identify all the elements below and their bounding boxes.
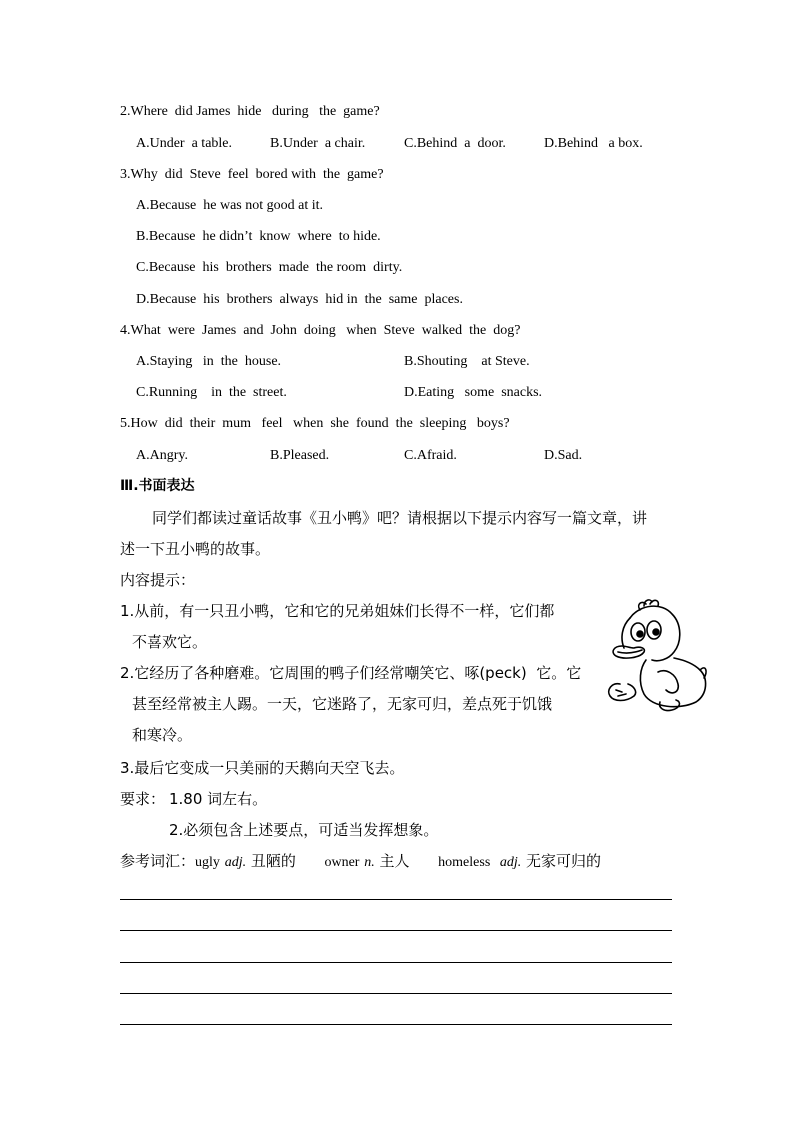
requirement-1: 1.80 词左右。 (169, 790, 268, 808)
question-4-option-c: C.Running in the street. (136, 385, 287, 400)
duck-left-toes (616, 690, 626, 696)
answer-line-4[interactable] (120, 993, 672, 994)
point-1-line-2: 不喜欢它。 (132, 633, 208, 651)
answer-line-1[interactable] (120, 899, 672, 900)
question-5-stem: 5.How did their mum feel when she found the sleeping boys? (120, 416, 510, 431)
requirement-2: 2.必须包含上述要点，可适当发挥想象。 (169, 821, 439, 839)
question-3-option-b: B.Because he didn’t know where to hide. (136, 229, 381, 244)
question-3-stem: 3.Why did Steve feel bored with the game? (120, 167, 384, 182)
question-2-option-a: A.Under a table. (136, 136, 233, 151)
vocab-word-homeless: homeless (438, 855, 491, 870)
point-1-line-1: 1.从前，有一只丑小鸭，它和它的兄弟姐妹们长得不一样，它们都 (120, 602, 555, 620)
vocab-word-ugly: ugly (195, 855, 220, 870)
requirement-label: 要求： (120, 790, 166, 808)
question-3-option-d: D.Because his brothers always hid in the same places. (136, 292, 463, 307)
question-2-stem: 2.Where did James hide during the game? (120, 104, 380, 119)
question-4-stem: 4.What were James and John doing when Steve walked the dog? (120, 323, 521, 338)
hint-label: 内容提示： (120, 571, 196, 589)
point-2-line-1: 2.它经历了各种磨难。它周围的鸭子们经常嘲笑它、啄(peck) 它。它 (120, 664, 582, 682)
point-2-line-3: 和寒冷。 (132, 726, 193, 744)
duck-wing (658, 671, 678, 693)
duck-beak-line (618, 650, 642, 653)
vocab-pos-ugly: adj. (224, 855, 247, 870)
point-3: 3.最后它变成一只美丽的天鹅向天空飞去。 (120, 759, 405, 777)
question-3-option-a: A.Because he was not good at it. (136, 198, 324, 213)
question-5-option-b: B.Pleased. (270, 448, 330, 463)
point-2-line-2: 甚至经常被主人踢。一天，它迷路了，无家可归，差点死于饥饿 (132, 695, 553, 713)
duck-right-pupil (653, 629, 659, 635)
vocab-meaning-owner: 主人 (379, 852, 410, 870)
question-5-option-d: D.Sad. (544, 448, 583, 463)
question-3-option-c: C.Because his brothers made the room dirty. (136, 260, 403, 275)
section-heading: Ⅲ.书面表达 (120, 478, 195, 494)
vocab-meaning-homeless: 无家可归的 (526, 852, 602, 870)
question-4-option-d: D.Eating some snacks. (404, 385, 543, 400)
answer-line-5[interactable] (120, 1024, 672, 1025)
duck-body (640, 658, 705, 707)
vocab-meaning-ugly: 丑陋的 (250, 852, 296, 870)
duck-left-pupil (637, 631, 643, 637)
question-5-option-a: A.Angry. (136, 448, 188, 463)
vocab-word-owner: owner (324, 855, 360, 870)
question-4-option-b: B.Shouting at Steve. (404, 354, 530, 369)
question-4-option-a: A.Staying in the house. (136, 354, 282, 369)
question-2-option-c: C.Behind a door. (404, 136, 506, 151)
vocab-pos-owner: n. (364, 855, 375, 870)
question-5-option-c: C.Afraid. (404, 448, 457, 463)
duckling-illustration (600, 598, 710, 714)
vocab-line (120, 852, 601, 872)
answer-line-2[interactable] (120, 930, 672, 931)
question-2-option-d: D.Behind a box. (544, 136, 643, 151)
answer-line-3[interactable] (120, 962, 672, 963)
duck-head-left (622, 618, 630, 648)
intro-line-1: 同学们都读过童话故事《丑小鸭》吧？请根据以下提示内容写一篇文章，讲 (152, 509, 648, 527)
vocab-pos-homeless: adj. (499, 855, 522, 870)
vocab-label: 参考词汇： (120, 852, 196, 870)
intro-line-2: 述一下丑小鸭的故事。 (120, 540, 271, 558)
question-2-option-b: B.Under a chair. (270, 136, 366, 151)
